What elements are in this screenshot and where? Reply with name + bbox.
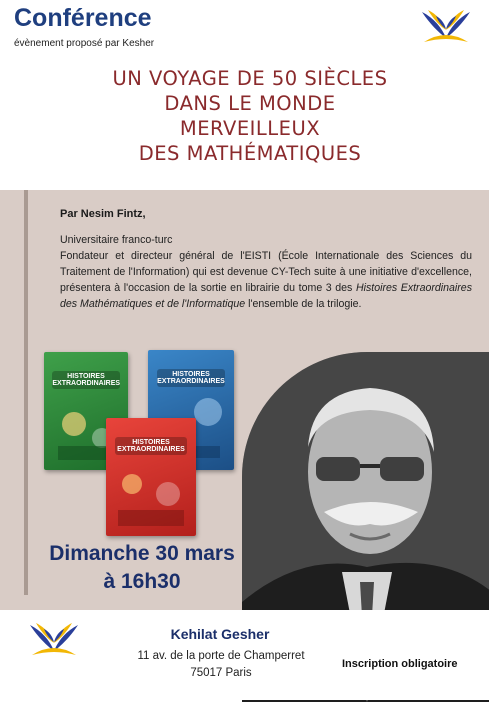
bio-intro: Fondateur et directeur général de l'EISTI (École Internationale des Sciences du Traitement de l'Information) qui est devenue CY-Tech suite à une initiative d'excellence, présentera à l'occasion de la sortie en librairie du tome 3 des (60, 250, 472, 294)
speaker-bio (60, 232, 472, 312)
registration-notice: Inscription obligatoire (338, 656, 489, 672)
venue-name: Kehilat Gesher (170, 626, 270, 642)
event-type-label: Conférence (14, 4, 152, 32)
book-illustration-icon (106, 418, 196, 536)
organizer-subtitle: évènement proposé par Kesher (14, 38, 155, 49)
conference-title (40, 66, 460, 166)
venue-street: 11 av. de la porte de Champerret (137, 650, 305, 662)
venue-city: 75017 Paris (190, 667, 252, 679)
speaker-role: Universitaire franco-turc (60, 234, 173, 246)
title-line-1: UN VOYAGE DE 50 SIÈCLES (112, 67, 388, 90)
kesher-logo-icon (28, 621, 80, 665)
book-cover-tome-3 (106, 418, 196, 536)
title-line-3: MERVEILLEUX (179, 117, 321, 140)
event-date: Dimanche 30 mars (49, 542, 235, 565)
book-cover-title: HISTOIRES EXTRAORDINAIRES (115, 437, 187, 455)
venue-address (96, 648, 346, 682)
title-line-4: DES MATHÉMATIQUES (138, 142, 362, 165)
speaker-name: Par Nesim Fintz, (60, 208, 146, 220)
book-covers (44, 348, 244, 538)
event-time: à 16h30 (103, 570, 181, 593)
kesher-logo-icon (420, 8, 472, 52)
title-line-2: DANS LE MONDE (164, 92, 336, 115)
speaker-description (60, 248, 472, 312)
bio-end: l'ensemble de la trilogie. (245, 298, 362, 310)
book-cover-title: HISTOIRES EXTRAORDINAIRES (157, 371, 225, 386)
book-cover-title: HISTOIRES EXTRAORDINAIRES (52, 372, 121, 387)
book-series-title: Histoires Extraordinaires des Mathématiques et de l'Informatique (60, 282, 472, 310)
event-datetime (42, 540, 242, 596)
accent-divider (24, 190, 28, 595)
